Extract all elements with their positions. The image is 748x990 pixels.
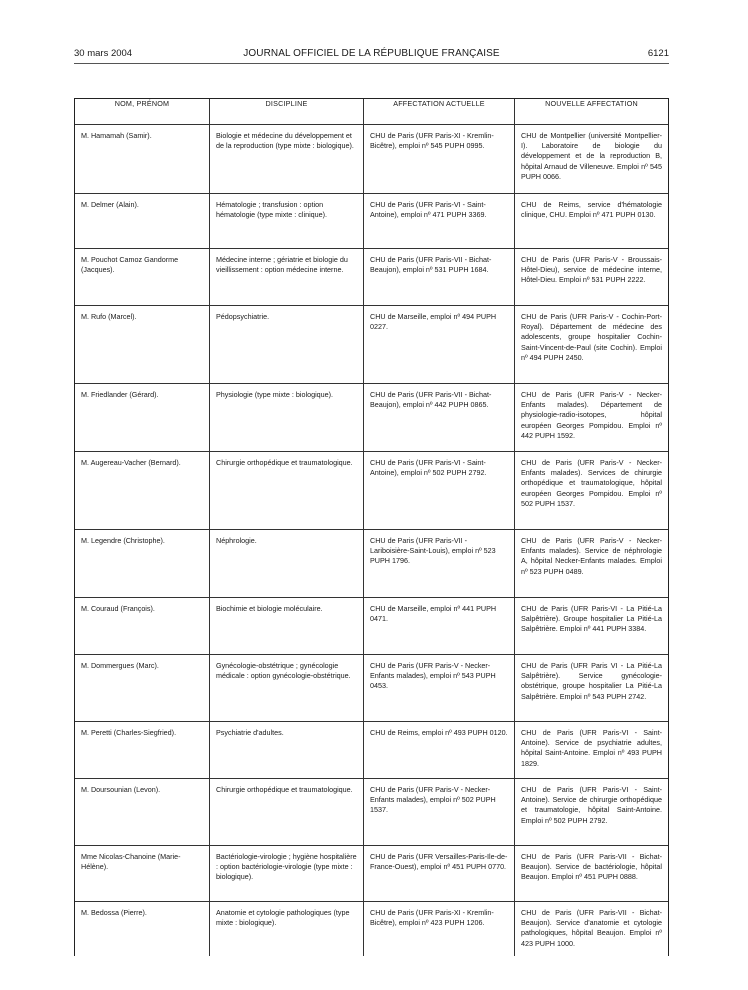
column-header-nom: NOM, PRÉNOM [75,99,210,124]
header-rule [74,63,669,64]
page-number: 6121 [647,48,669,59]
cell-discipline: Physiologie (type mixte : biologique). [210,384,364,451]
appointments-table [74,98,669,956]
table-row [75,384,668,452]
cell-affectation-actuelle: CHU de Paris (UFR Paris-V - Necker-Enfants malades), emploi nº 502 PUPH 1537. [364,779,515,845]
cell-affectation-actuelle: CHU de Paris (UFR Paris-VI - Saint-Antoine), emploi nº 502 PUPH 2792. [364,452,515,529]
column-header-nouvelle-affectation: NOUVELLE AFFECTATION [545,99,638,108]
table-row [75,125,668,194]
cell-affectation-actuelle: CHU de Paris (UFR Paris-VI - Saint-Antoine), emploi nº 471 PUPH 3369. [364,194,515,248]
table-row [75,249,668,306]
cell-nouvelle-affectation: CHU de Paris (UFR Paris VI - La Pitié-La Salpêtrière). Service gynécologie-obstétrique, groupe hospitalier La Pitié-La Salpêtrière. Emploi nº 543 PUPH 2742. [521,661,662,701]
cell-nouvelle-affectation: CHU de Paris (UFR Paris-V - Necker-Enfants malades). Service de néphrologie A, hôpital Necker-Enfants malades. Emploi nº 523 PUPH 0489. [521,536,662,576]
table-row [75,194,668,249]
table-row [75,779,668,846]
cell-nouvelle-affectation: CHU de Paris (UFR Paris-V - Broussais-Hôtel-Dieu), service de médecine interne, Hôtel-Dieu. Emploi nº 531 PUPH 2222. [521,255,662,285]
cell-affectation-actuelle: CHU de Paris (UFR Paris-V - Necker-Enfants malades), emploi nº 543 PUPH 0453. [364,655,515,721]
column-header-discipline: DISCIPLINE [210,99,364,124]
cell-discipline: Pédopsychiatrie. [210,306,364,383]
table-row [75,306,668,384]
cell-nom: M. Delmer (Alain). [75,194,210,248]
cell-affectation-actuelle: CHU de Marseille, emploi nº 441 PUPH 0471. [364,598,515,654]
cell-discipline: Gynécologie-obstétrique ; gynécologie médicale : option gynécologie-obstétrique. [210,655,364,721]
cell-discipline: Psychiatrie d'adultes. [210,722,364,778]
cell-nouvelle-affectation: CHU de Paris (UFR Paris-VII - Bichat-Beaujon). Service de bactériologie, hôpital Beaujon. Emploi nº 451 PUPH 0888. [521,852,662,882]
cell-nom: M. Bedossa (Pierre). [75,902,210,956]
cell-affectation-actuelle: CHU de Paris (UFR Paris-VII - Bichat-Beaujon), emploi nº 442 PUPH 0865. [364,384,515,451]
table-row [75,902,668,956]
cell-nom: M. Augereau-Vacher (Bernard). [75,452,210,529]
cell-nom: Mme Nicolas-Chanoine (Marie-Hélène). [75,846,210,901]
cell-discipline: Néphrologie. [210,530,364,597]
publication-date: 30 mars 2004 [74,48,133,59]
cell-nouvelle-affectation: CHU de Paris (UFR Paris-V - Necker-Enfants malades). Département de physiologie-radio-isotopes, hôpital européen Georges Pompidou. Emploi nº 442 PUPH 1592. [521,390,662,440]
cell-nom: M. Couraud (François). [75,598,210,654]
cell-discipline: Bactériologie-virologie ; hygiène hospitalière : option bactériologie-virologie (type mixte : biologique). [210,846,364,901]
cell-nouvelle-affectation: CHU de Paris (UFR Paris-V - Necker-Enfants malades). Services de chirurgie orthopédique et traumatologique, hôpital européen Georges Pompidou. Emploi nº 502 PUPH 1537. [521,458,662,508]
cell-discipline: Chirurgie orthopédique et traumatologique. [210,452,364,529]
cell-discipline: Hématologie ; transfusion : option hématologie (type mixte : clinique). [210,194,364,248]
cell-nouvelle-affectation: CHU de Paris (UFR Paris-V - Cochin-Port-Royal). Département de médecine des adolescents, groupe hospitalier Cochin-Saint-Vincent-de-Paul (site Cochin). Emploi nº 494 PUPH 2450. [521,312,662,362]
cell-nom: M. Pouchot Camoz Gandorme (Jacques). [75,249,210,305]
journal-title: JOURNAL OFFICIEL DE LA RÉPUBLIQUE FRANÇAISE [243,48,500,59]
page-header [74,48,669,62]
cell-nouvelle-affectation: CHU de Paris (UFR Paris-VII - Bichat-Beaujon). Service d'anatomie et cytologie pathologiques, hôpital Beaujon. Emploi nº 423 PUPH 1000. [521,908,662,948]
cell-nouvelle-affectation: CHU de Paris (UFR Paris-VI - La Pitié-La Salpêtrière). Groupe hospitalier La Pitié-La Salpêtrière. Emploi nº 441 PUPH 3384. [521,604,662,634]
column-header-affectation-actuelle: AFFECTATION ACTUELLE [364,99,515,124]
cell-affectation-actuelle: CHU de Marseille, emploi nº 494 PUPH 0227. [364,306,515,383]
cell-nom: M. Peretti (Charles-Siegfried). [75,722,210,778]
cell-nom: M. Legendre (Christophe). [75,530,210,597]
cell-nouvelle-affectation: CHU de Paris (UFR Paris-VI - Saint-Antoine). Service de psychiatrie adultes, hôpital Saint-Antoine. Emploi nº 493 PUPH 1829. [521,728,662,768]
cell-affectation-actuelle: CHU de Reims, emploi nº 493 PUPH 0120. [364,722,515,778]
cell-nom: M. Dommergues (Marc). [75,655,210,721]
cell-nom: M. Hamamah (Samir). [75,125,210,193]
table-row [75,530,668,598]
cell-discipline: Biochimie et biologie moléculaire. [210,598,364,654]
table-row [75,598,668,655]
cell-affectation-actuelle: CHU de Paris (UFR Paris-VII - Lariboisière-Saint-Louis), emploi nº 523 PUPH 1796. [364,530,515,597]
cell-affectation-actuelle: CHU de Paris (UFR Paris-XI - Kremlin-Bicêtre), emploi nº 545 PUPH 0995. [364,125,515,193]
table-row [75,722,668,779]
table-row [75,655,668,722]
cell-nom: M. Doursounian (Levon). [75,779,210,845]
table-row [75,846,668,902]
cell-nom: M. Friedlander (Gérard). [75,384,210,451]
cell-nom: M. Rufo (Marcel). [75,306,210,383]
cell-affectation-actuelle: CHU de Paris (UFR Paris-VII - Bichat-Beaujon), emploi nº 531 PUPH 1684. [364,249,515,305]
cell-discipline: Biologie et médecine du développement et de la reproduction (type mixte : biologique). [210,125,364,193]
table-header-row [75,99,668,125]
cell-nouvelle-affectation: CHU de Montpellier (université Montpellier-I). Laboratoire de biologie du développement et de la reproduction B, hôpital Arnaud de Villeneuve. Emploi nº 545 PUPH 0066. [521,131,662,181]
cell-affectation-actuelle: CHU de Paris (UFR Versailles-Paris-Ile-de-France-Ouest), emploi nº 451 PUPH 0770. [364,846,515,901]
cell-discipline: Anatomie et cytologie pathologiques (type mixte : biologique). [210,902,364,956]
cell-discipline: Chirurgie orthopédique et traumatologique. [210,779,364,845]
cell-nouvelle-affectation: CHU de Paris (UFR Paris-VI - Saint-Antoine). Service de chirurgie orthopédique et traumatologie, hôpital Saint-Antoine. Emploi nº 502 PUPH 2792. [521,785,662,825]
cell-nouvelle-affectation: CHU de Reims, service d'hématologie clinique, CHU. Emploi nº 471 PUPH 0130. [521,200,662,220]
cell-discipline: Médecine interne ; gériatrie et biologie du vieillissement : option médecine interne. [210,249,364,305]
table-row [75,452,668,530]
cell-affectation-actuelle: CHU de Paris (UFR Paris-XI - Kremlin-Bicêtre), emploi nº 423 PUPH 1206. [364,902,515,956]
